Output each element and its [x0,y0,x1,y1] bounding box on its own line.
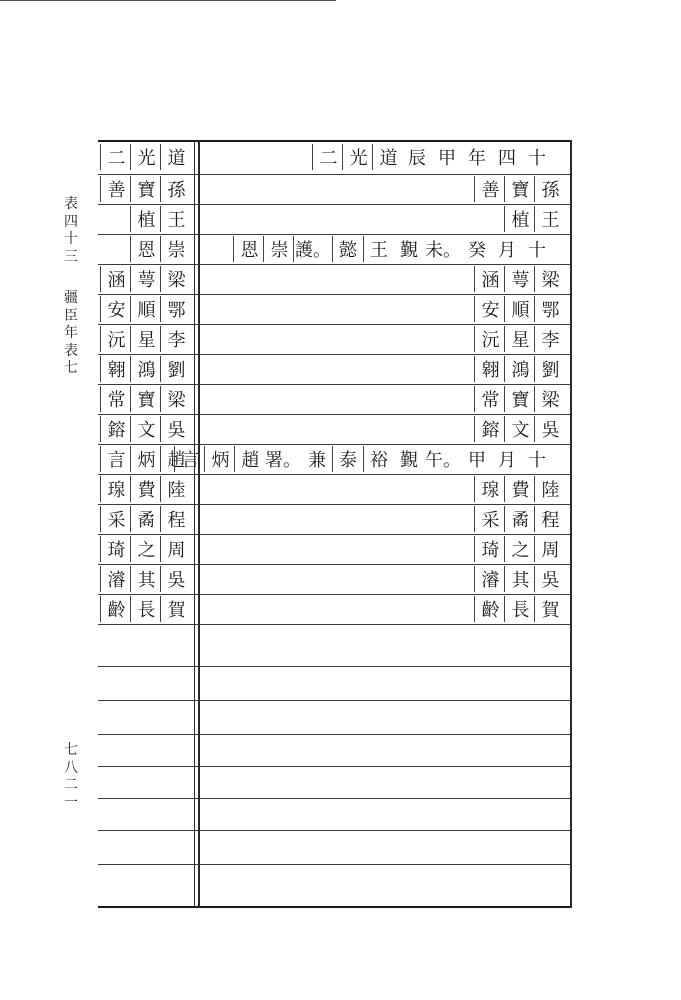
table-row-left [98,174,190,204]
char: 道 [372,144,402,170]
char: 趙 [234,446,264,472]
char: 周 [534,536,564,562]
page-number-char: 八 [64,759,78,776]
page-number-char: 一 [64,794,78,811]
char: 琦 [474,536,504,562]
char: 四 [498,148,516,169]
char: 甲 [438,148,456,169]
char: 劉 [534,356,564,382]
char: 炳 [204,446,234,472]
char: 順 [504,296,534,322]
char: 吳 [160,566,190,592]
page-top-edge [0,0,336,1]
char: 沅 [100,326,130,352]
char: 十 [528,240,546,261]
char: 費 [130,476,160,502]
side-label-char: 表 [64,342,78,359]
char: 瑔 [100,476,130,502]
char: 寶 [504,176,534,202]
char: 孫 [534,176,564,202]
table-row-left [98,384,190,414]
table-row-right [202,234,564,264]
side-label-char: 四 [64,213,78,230]
char: 文 [130,416,160,442]
table-row-left [98,534,190,564]
char: 齡 [474,596,504,622]
char: 炳 [130,446,160,472]
char: 辰 [408,148,426,169]
char: 裕 [363,446,394,472]
char: 采 [474,506,504,532]
char: 二 [100,144,130,170]
char: 鴻 [504,356,534,382]
char: 之 [504,536,534,562]
char: 寶 [130,176,160,202]
char: 劉 [160,356,190,382]
char: 鎔 [474,416,504,442]
char [203,236,233,262]
table-row-right [202,354,564,384]
table-row-right [202,324,564,354]
table-row-right [202,174,564,204]
char: 鄂 [534,296,564,322]
char: 梁 [160,266,190,292]
char: 矞 [130,506,160,532]
side-label-char: 年 [64,325,78,341]
char: 趙 [160,446,190,472]
side-label-char: 三 [64,248,78,265]
table-row-right [202,264,564,294]
char: 甲 [468,450,486,471]
char: 懿 [332,236,363,262]
char: 兼 [308,450,326,471]
table-row-right [202,594,564,624]
table-row-right [202,204,564,234]
char: 瑔 [474,476,504,502]
char: 琦 [100,536,130,562]
char: 吳 [534,416,564,442]
char: 程 [534,506,564,532]
table-row-right [202,564,564,594]
page-number-char: 二 [64,777,78,793]
char: 泰 [332,446,363,472]
char: 萼 [130,266,160,292]
char: 護。 [293,236,332,262]
char: 梁 [534,266,564,292]
char: 十 [528,148,546,169]
table-row-left [98,474,190,504]
char: 言 [100,446,130,472]
char: 費 [504,476,534,502]
char: 涵 [474,266,504,292]
official-table [98,140,572,908]
char: 梁 [534,386,564,412]
table-row-left [98,504,190,534]
table-row-left [98,264,190,294]
side-label [60,196,82,378]
char: 齡 [100,596,130,622]
char: 鴻 [130,356,160,382]
char: 恩 [233,236,263,262]
table-row-right [181,444,564,474]
table-row-left [98,204,190,234]
char: 恩 [130,236,160,262]
char: 覲 [400,450,418,471]
side-label-char: 七 [64,360,78,376]
char: 長 [130,596,160,622]
char: 梁 [160,386,190,412]
char: 王 [363,236,394,262]
char: 王 [534,206,564,232]
left-header-cell [98,142,190,172]
table-row-right [202,294,564,324]
char: 翱 [100,356,130,382]
char: 崇 [263,236,293,262]
table-row-left [98,594,190,624]
char: 文 [504,416,534,442]
char: 光 [342,144,372,170]
char: 孫 [160,176,190,202]
char: 順 [130,296,160,322]
char: 年 [468,148,486,169]
side-label-char: 十 [64,231,78,247]
char: 濬 [474,566,504,592]
char: 十 [528,450,546,471]
char: 之 [130,536,160,562]
char: 安 [100,296,130,322]
table-row-right [202,414,564,444]
char: 鄂 [160,296,190,322]
char: 其 [504,566,534,592]
char: 涵 [100,266,130,292]
table-row-right [202,474,564,504]
table-row-left [98,564,190,594]
char: 沅 [474,326,504,352]
char: 李 [534,326,564,352]
char: 萼 [504,266,534,292]
char: 常 [100,386,130,412]
table-row-left [98,294,190,324]
char: 矞 [504,506,534,532]
char: 陸 [534,476,564,502]
char: 吳 [160,416,190,442]
char: 月 [498,450,516,471]
char: 月 [498,240,516,261]
table-row-left [98,324,190,354]
side-label-char: 表 [64,196,78,212]
side-label-char: 疆 [64,290,78,306]
char: 言 [174,446,204,472]
char: 寶 [130,386,160,412]
char: 二 [312,144,342,170]
char: 善 [100,176,130,202]
table-row-right [202,504,564,534]
char: 植 [130,206,160,232]
char: 賀 [534,596,564,622]
char: 道 [160,144,190,170]
char: 覲 [400,240,418,261]
table-row-left [98,234,190,264]
table-row-left [98,414,190,444]
page-number [60,742,82,812]
table-row-right [202,534,564,564]
char: 鎔 [100,416,130,442]
char: 星 [504,326,534,352]
char: 陸 [160,476,190,502]
char: 善 [474,176,504,202]
char: 翱 [474,356,504,382]
char: 賀 [160,596,190,622]
char: 長 [504,596,534,622]
char: 未。 [425,240,461,261]
page-number-char: 七 [64,742,78,758]
char [100,236,130,262]
char: 李 [160,326,190,352]
char: 常 [474,386,504,412]
side-label-char: 臣 [64,307,78,324]
char: 署。 [265,450,301,471]
char: 程 [160,506,190,532]
char: 其 [130,566,160,592]
char: 寶 [504,386,534,412]
char: 崇 [160,236,190,262]
char: 光 [130,144,160,170]
char [474,206,504,232]
table-row-left [98,354,190,384]
char: 植 [504,206,534,232]
char: 王 [160,206,190,232]
char: 采 [100,506,130,532]
char: 濬 [100,566,130,592]
char: 午。 [425,450,461,471]
table-row-right [202,384,564,414]
char: 吳 [534,566,564,592]
char: 周 [160,536,190,562]
char: 星 [130,326,160,352]
right-header-cell [202,142,564,172]
char [100,206,130,232]
char: 安 [474,296,504,322]
char: 癸 [468,240,486,261]
